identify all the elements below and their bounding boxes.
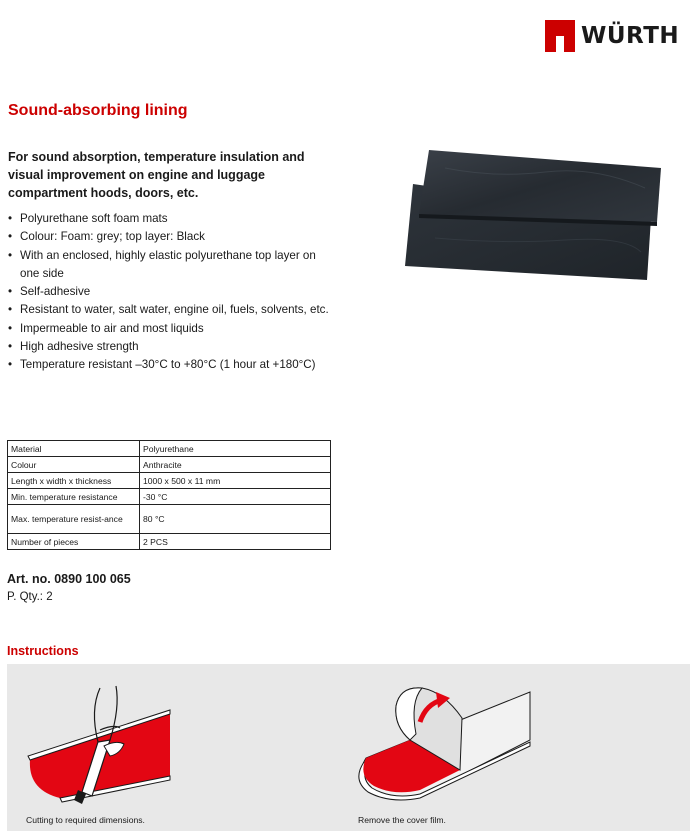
step-caption: Cutting to required dimensions. xyxy=(26,815,145,825)
spec-key: Length x width x thickness xyxy=(8,473,140,489)
feature-list xyxy=(8,210,338,375)
pack-quantity: P. Qty.: 2 xyxy=(7,591,53,603)
feature-item: • Self-adhesive xyxy=(8,283,338,301)
spec-table xyxy=(7,440,331,550)
instructions-title: Instructions xyxy=(7,644,79,658)
feature-item: • Temperature resistant –30°C to +80°C (1 hour at +180°C) xyxy=(8,356,338,374)
article-number: Art. no. 0890 100 065 xyxy=(7,572,131,586)
feature-item: • Colour: Foam: grey; top layer: Black xyxy=(8,228,338,246)
spec-key: Max. temperature resist-ance xyxy=(8,505,140,534)
cutting-illustration xyxy=(20,680,180,812)
page-title: Sound-absorbing lining xyxy=(8,102,188,119)
feature-item: • With an enclosed, highly elastic polyurethane top layer on one side xyxy=(8,247,338,284)
spec-key: Number of pieces xyxy=(8,534,140,550)
feature-item: • Impermeable to air and most liquids xyxy=(8,320,338,338)
spec-value: 80 °C xyxy=(140,505,331,534)
product-image xyxy=(405,148,667,288)
feature-item: • High adhesive strength xyxy=(8,338,338,356)
feature-item: • Polyurethane soft foam mats xyxy=(8,210,338,228)
peeling-illustration xyxy=(350,678,540,814)
table-row xyxy=(8,473,331,489)
table-row xyxy=(8,489,331,505)
brand-logo xyxy=(545,18,691,54)
table-row xyxy=(8,457,331,473)
table-row xyxy=(8,505,331,534)
table-row xyxy=(8,534,331,550)
product-subtitle: For sound absorption, temperature insulation and visual improvement on engine and luggage compartment hoods, doors, etc. xyxy=(8,150,305,200)
spec-key: Colour xyxy=(8,457,140,473)
spec-key: Material xyxy=(8,441,140,457)
spec-value: Polyurethane xyxy=(140,441,331,457)
wurth-emblem-icon xyxy=(545,20,575,52)
feature-item: • Resistant to water, salt water, engine oil, fuels, solvents, etc. xyxy=(8,301,338,319)
spec-value: 1000 x 500 x 11 mm xyxy=(140,473,331,489)
step-caption: Remove the cover film. xyxy=(358,815,446,825)
spec-value: 2 PCS xyxy=(140,534,331,550)
spec-key: Min. temperature resistance xyxy=(8,489,140,505)
brand-name: WÜRTH xyxy=(581,23,680,49)
spec-value: -30 °C xyxy=(140,489,331,505)
spec-value: Anthracite xyxy=(140,457,331,473)
table-row xyxy=(8,441,331,457)
